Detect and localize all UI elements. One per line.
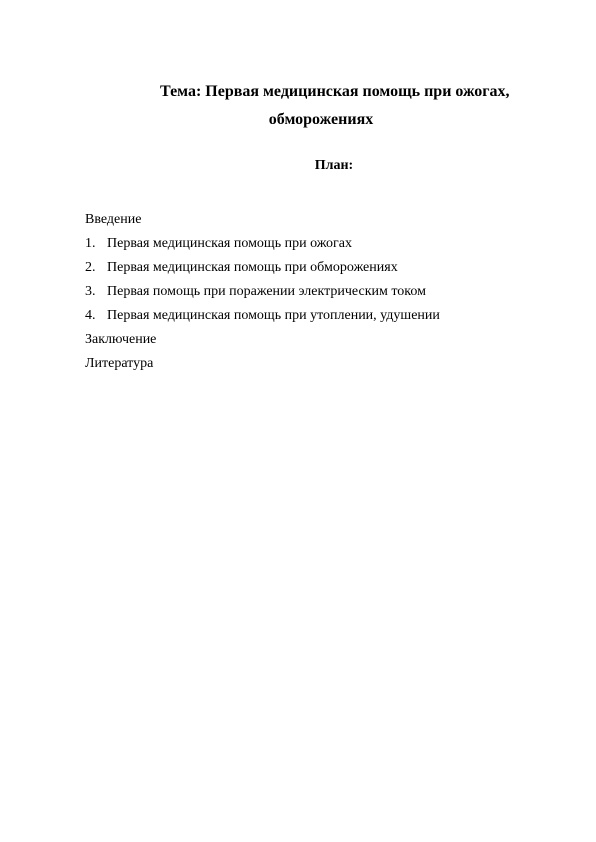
plan-item-text: Заключение [85,332,157,347]
plan-item-text: Литература [85,356,154,371]
plan-item-text: Первая медицинская помощь при обморожениях [107,260,398,275]
plan-item-conclusion [85,328,440,352]
plan-item-number: 4. [85,308,96,323]
plan-item-number: 3. [85,284,96,299]
plan-item-text: Первая помощь при поражении электрическим током [107,284,426,299]
plan-item-text: Первая медицинская помощь при ожогах [107,236,353,251]
plan-item-number: 1. [85,236,96,251]
plan-item-3 [85,280,440,304]
plan-item-2 [85,256,440,280]
plan-item-text: Введение [85,212,142,227]
plan-item-number: 2. [85,260,96,275]
plan-item-text: Первая медицинская помощь при утоплении, удушении [107,308,440,323]
plan-item-literature [85,352,440,376]
plan-list [85,208,440,376]
plan-item-1 [85,232,440,256]
plan-item-4 [85,304,440,328]
plan-heading: План: [314,158,354,173]
document-title-line-2: обморожениях [268,111,374,128]
document-title-line-1: Тема: Первая медицинская помощь при ожогах, [160,83,510,100]
plan-item-introduction [85,208,440,232]
